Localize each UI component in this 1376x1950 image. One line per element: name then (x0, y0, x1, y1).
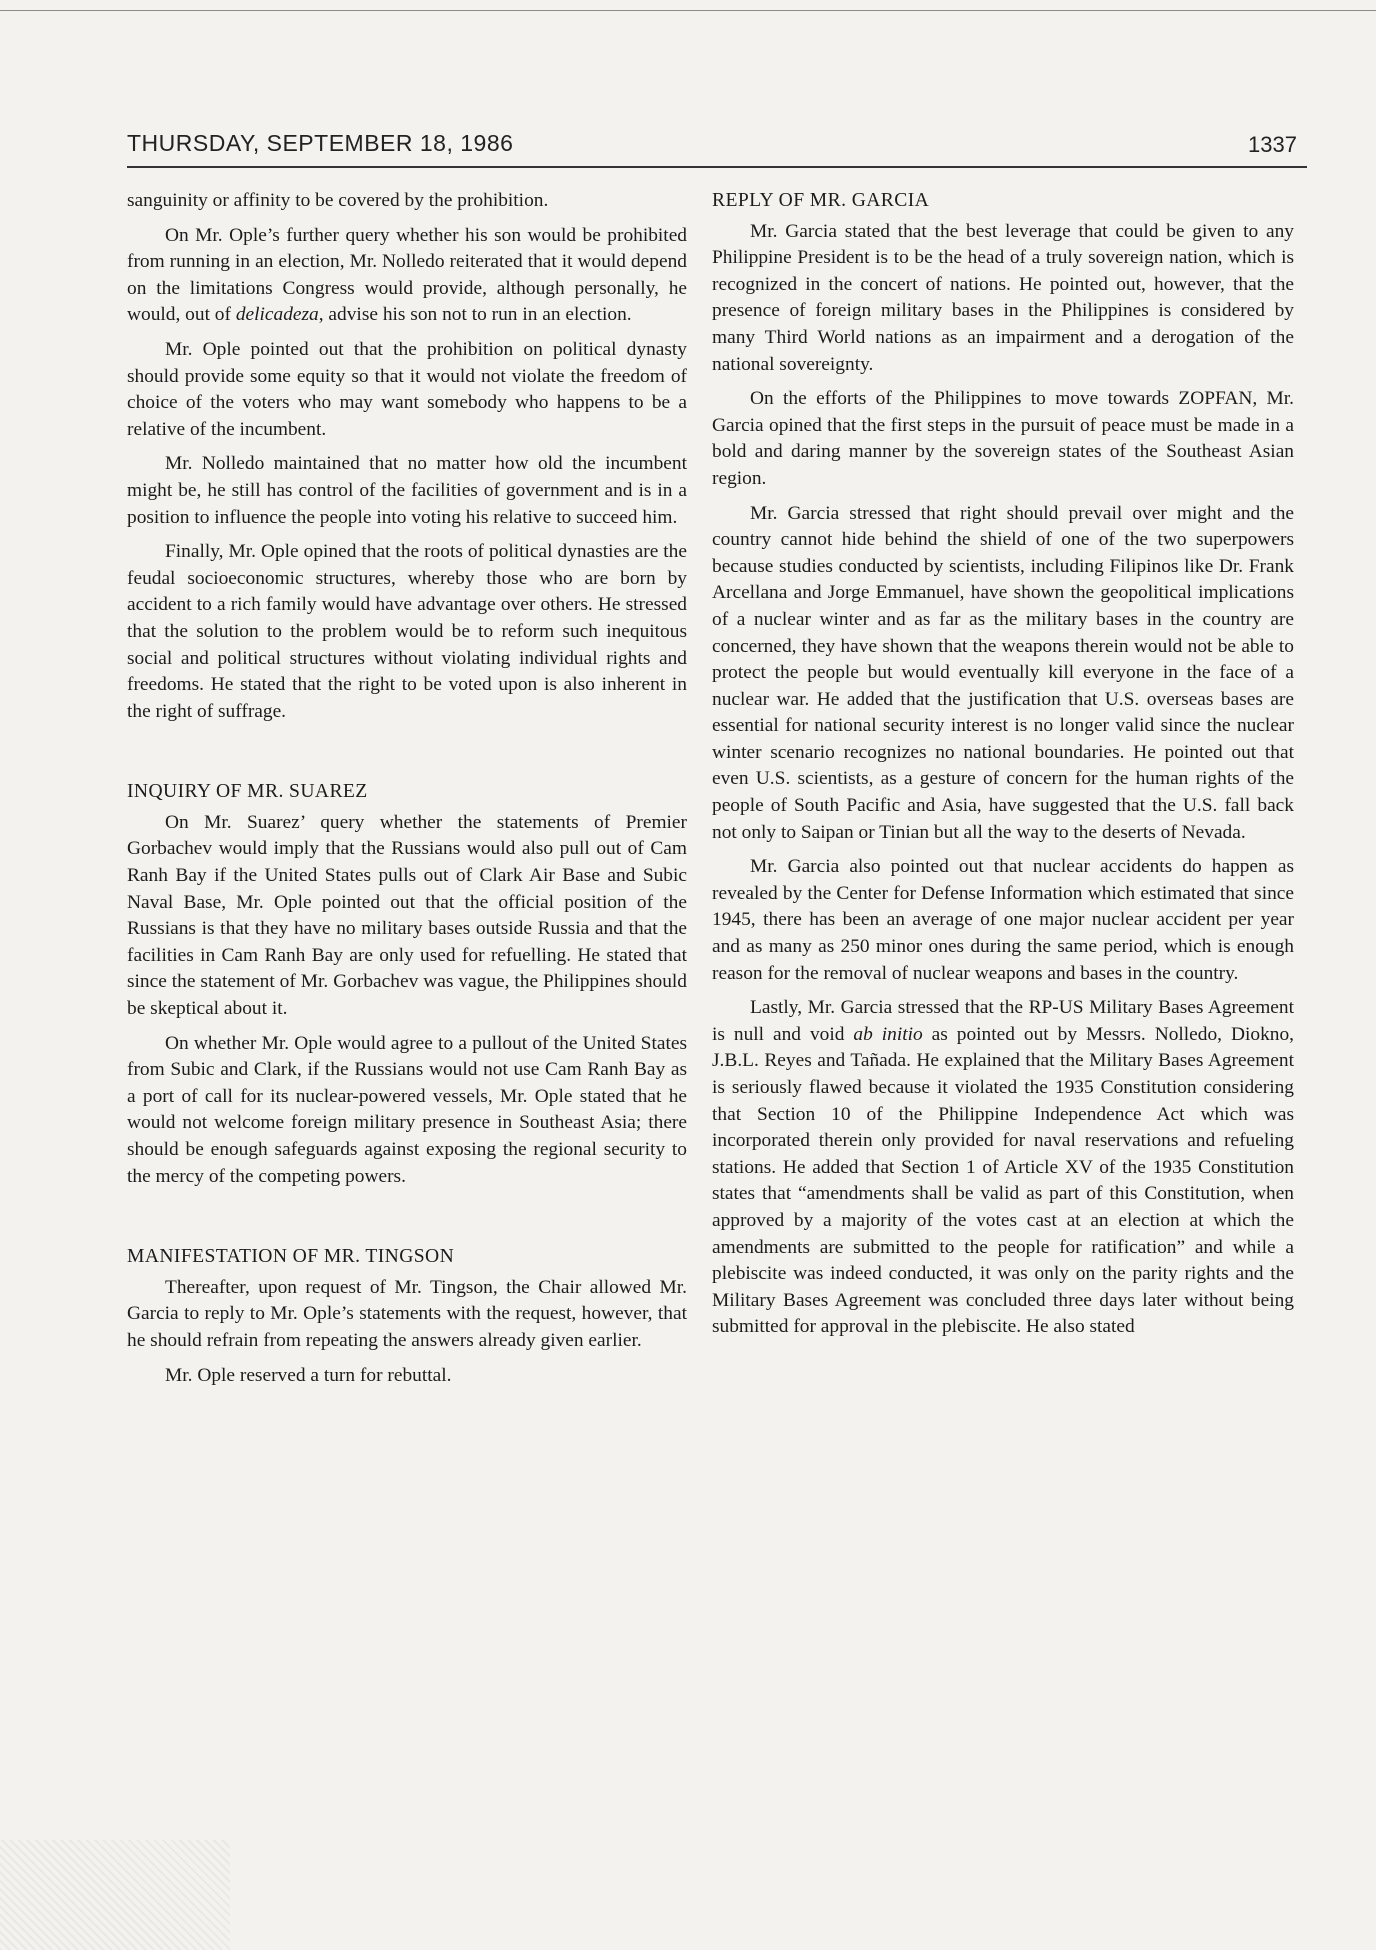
left-column (127, 188, 687, 1397)
paragraph: sanguinity or affinity to be covered by the prohibition. (127, 190, 549, 211)
scan-noise (0, 1840, 230, 1950)
paragraph: On the efforts of the Philippines to move towards ZOPFAN, Mr. Garcia opined that the first steps in the pursuit of peace must be made in a bold and daring manner by the sovereign states of the Southeast Asian region. (712, 388, 1294, 489)
paragraph: Lastly, Mr. Garcia stressed that the RP-US Military Bases Agreement is null and void ab initio as pointed out by Messrs. Nolledo, Diokno, J.B.L. Reyes and Tañada. He explained that the Military Bases Agreement is seriously flawed because it violated the 1935 Constitution considering that Section 10 of the Philippine Independence Act which was incorporated therein only provided for naval reservations and refueling stations. He added that Section 1 of Article XV of the 1935 Constitution states that “amendments shall be valid as part of this Constitution, when approved by a majority of the votes cast at an election at which the amendments are submitted to the people for ratification” and while a plebiscite was indeed conducted, it was only on the parity rights and the Military Bases Agreement was concluded three days later without being submitted for approval in the plebiscite. He also stated (712, 997, 1295, 1338)
section-heading-suarez: INQUIRY OF MR. SUAREZ (127, 781, 368, 803)
paragraph: Mr. Ople pointed out that the prohibition on political dynasty should provide some equity so that it would not violate the freedom of choice of the voters who may want somebody who happens to be a relative of the incumbent. (127, 338, 687, 440)
paragraph: Mr. Garcia also pointed out that nuclear accidents do happen as revealed by the Center for Defense Information which estimated that since 1945, there has been an average of one major nuclear accident per year and as many as 250 minor ones during the same period, which is enough reason for the removal of nuclear weapons and bases in the country. (712, 856, 1294, 984)
paragraph: Finally, Mr. Ople opined that the roots of political dynasties are the feudal socioeconomic structures, whereby those who are born by accident to a rich family would have advantage over others. He stressed that the solution to the problem would be to reform such inequitous social and political structures without violating individual rights and freedoms. He stated that the right to be voted upon is also inherent in the right of suffrage. (127, 541, 687, 722)
section-heading-tingson: MANIFESTATION OF MR. TINGSON (127, 1246, 455, 1268)
page-number: 1337 (1248, 132, 1297, 157)
right-column (712, 188, 1294, 1349)
paragraph: Mr. Ople reserved a turn for rebuttal. (165, 1364, 452, 1386)
paragraph: On whether Mr. Ople would agree to a pullout of the United States from Subic and Clark, if the Russians would not use Cam Ranh Bay as a port of call for its nuclear-powered vessels, Mr. Ople stated that he would not welcome foreign military presence in Southeast Asia; there should be enough safeguards against exposing the regional security to the mercy of the competing powers. (127, 1032, 687, 1187)
top-rule (0, 10, 1376, 11)
paragraph: On Mr. Suarez’ query whether the statements of Premier Gorbachev would imply that the Russians would also pull out of Cam Ranh Bay if the United States pulls out of Clark Air Base and Subic Naval Base, Mr. Ople pointed out that the official position of the Russians is that they have no military bases outside Russia and that the facilities in Cam Ranh Bay are only used for refuelling. He stated that since the statement of Mr. Gorbachev was vague, the Philippines should be skeptical about it. (127, 811, 687, 1020)
header-date: THURSDAY, SEPTEMBER 18, 1986 (127, 130, 514, 156)
paragraph: Mr. Nolledo maintained that no matter how old the incumbent might be, he still has control of the facilities of government and is in a position to influence the people into voting his relative to succeed him. (127, 453, 687, 528)
paragraph: On Mr. Ople’s further query whether his son would be prohibited from running in an election, Mr. Nolledo reiterated that it would depend on the limitations Congress would provide, although personally, he would, out of delicadeza, advise his son not to run in an election. (127, 224, 687, 326)
paragraph: Mr. Garcia stated that the best leverage that could be given to any Philippine President is to be the head of a truly sovereign nation, which is recognized in the concert of nations. He pointed out, however, that the presence of foreign military bases in the Philippines is considered by many Third World nations as an impairment and a derogation of the national sovereignty. (712, 220, 1294, 375)
paragraph: Mr. Garcia stressed that right should prevail over might and the country cannot hide behind the shield of one of the two superpowers because studies conducted by scientists, including Filipinos like Dr. Frank Arcellana and Jorge Emmanuel, have shown the geopolitical implications of a nuclear winter and as far as the military bases in the country are concerned, they have shown that the weapons therein would not be able to protect the people but would eventually kill everyone in the face of a nuclear war. He added that the justification that U.S. overseas bases are essential for national security interest is no longer valid since the nuclear winter scenario recognizes no national boundaries. He pointed out that even U.S. scientists, as a gesture of concern for the human rights of the people of South Pacific and Asia, have suggested that the U.S. fall back not only to Saipan or Tinian but all the way to the deserts of Nevada. (712, 502, 1294, 843)
paragraph: Thereafter, upon request of Mr. Tingson, the Chair allowed Mr. Garcia to reply to Mr. Ople’s statements with the request, however, that he should refrain from repeating the answers already given earlier. (127, 1276, 687, 1351)
page-header (127, 130, 1307, 168)
section-heading-garcia: REPLY OF MR. GARCIA (712, 190, 930, 211)
